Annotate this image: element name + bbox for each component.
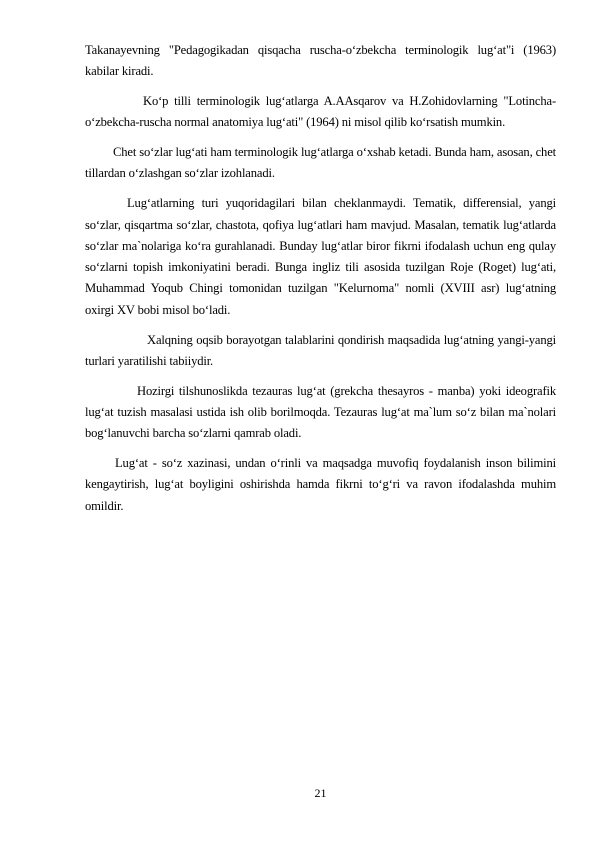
paragraph-dictionary-types: Lug‘atlarning turi yuqoridagilari bilan cheklanmaydi. Tematik, differensial, yangi so‘zlar, qisqartma so‘zlar, chastota, qofiya lug‘atlari ham mavjud. Masalan, tematik lug‘atlarda so‘zlar ma`nolariga ko‘ra gurahlanadi. Bunday lug‘atlar biror fikrni ifodalash uchun eng qulay so‘zlarni topish imkoniyatini beradi. Bunga ingliz tili asosida tuzilgan Roje (Roget) lug‘ati, Muhammad Yoqub Chingi tomonidan tuzilgan "Kelurnoma" nomli (XVIII asr) lug‘atning oxirgi XV bobi misol bo‘ladi.	[85, 196, 556, 317]
page-number: 21	[314, 786, 327, 800]
paragraph-thesaurus: Hozirgi tilshunoslikda tezauras lug‘at (grekcha thesayros - manba) yoki ideografik lug‘at tuzish masalasi ustida ish olib borilmoqda. Tezauras lug‘at ma`lum so‘z bilan ma`nolari bog‘lanuvchi barcha so‘zlarni qamrab oladi.	[85, 383, 556, 441]
paragraph-conclusion: Lug‘at - so‘z xazinasi, undan o‘rinli va maqsadga muvofiq foydalanish inson bilimini kengaytirish, lug‘at boyligini oshirishda hamda fikrni to‘g‘ri va ravon ifodalashda muhim omildir.	[85, 456, 556, 513]
paragraph-new-dictionary-types: Xalqning oqsib borayotgan talablarini qondirish maqsadida lug‘atning yangi-yangi turlari yaratilishi tabiiydir.	[85, 332, 556, 368]
paragraph-multilingual-dictionaries: Ko‘p tilli terminologik lug‘atlarga A.AAsqarov va H.Zohidovlarning "Lotincha-o‘zbekcha-ruscha normal anatomiya lug‘ati" (1964) ni misol qilib ko‘rsatish mumkin.	[85, 94, 556, 130]
paragraph-takanayev-dictionary: Takanayevning "Pedagogikadan qisqacha ruscha-o‘zbekcha terminologik lug‘at"i (1963) kabilar kiradi.	[85, 43, 556, 79]
document-body	[85, 40, 556, 525]
paragraph-foreign-words-dictionary: Chet so‘zlar lug‘ati ham terminologik lug‘atlarga o‘xshab ketadi. Bunda ham, asosan, chet tillardan o‘zlashgan so‘zlar izohlanadi.	[85, 145, 556, 181]
